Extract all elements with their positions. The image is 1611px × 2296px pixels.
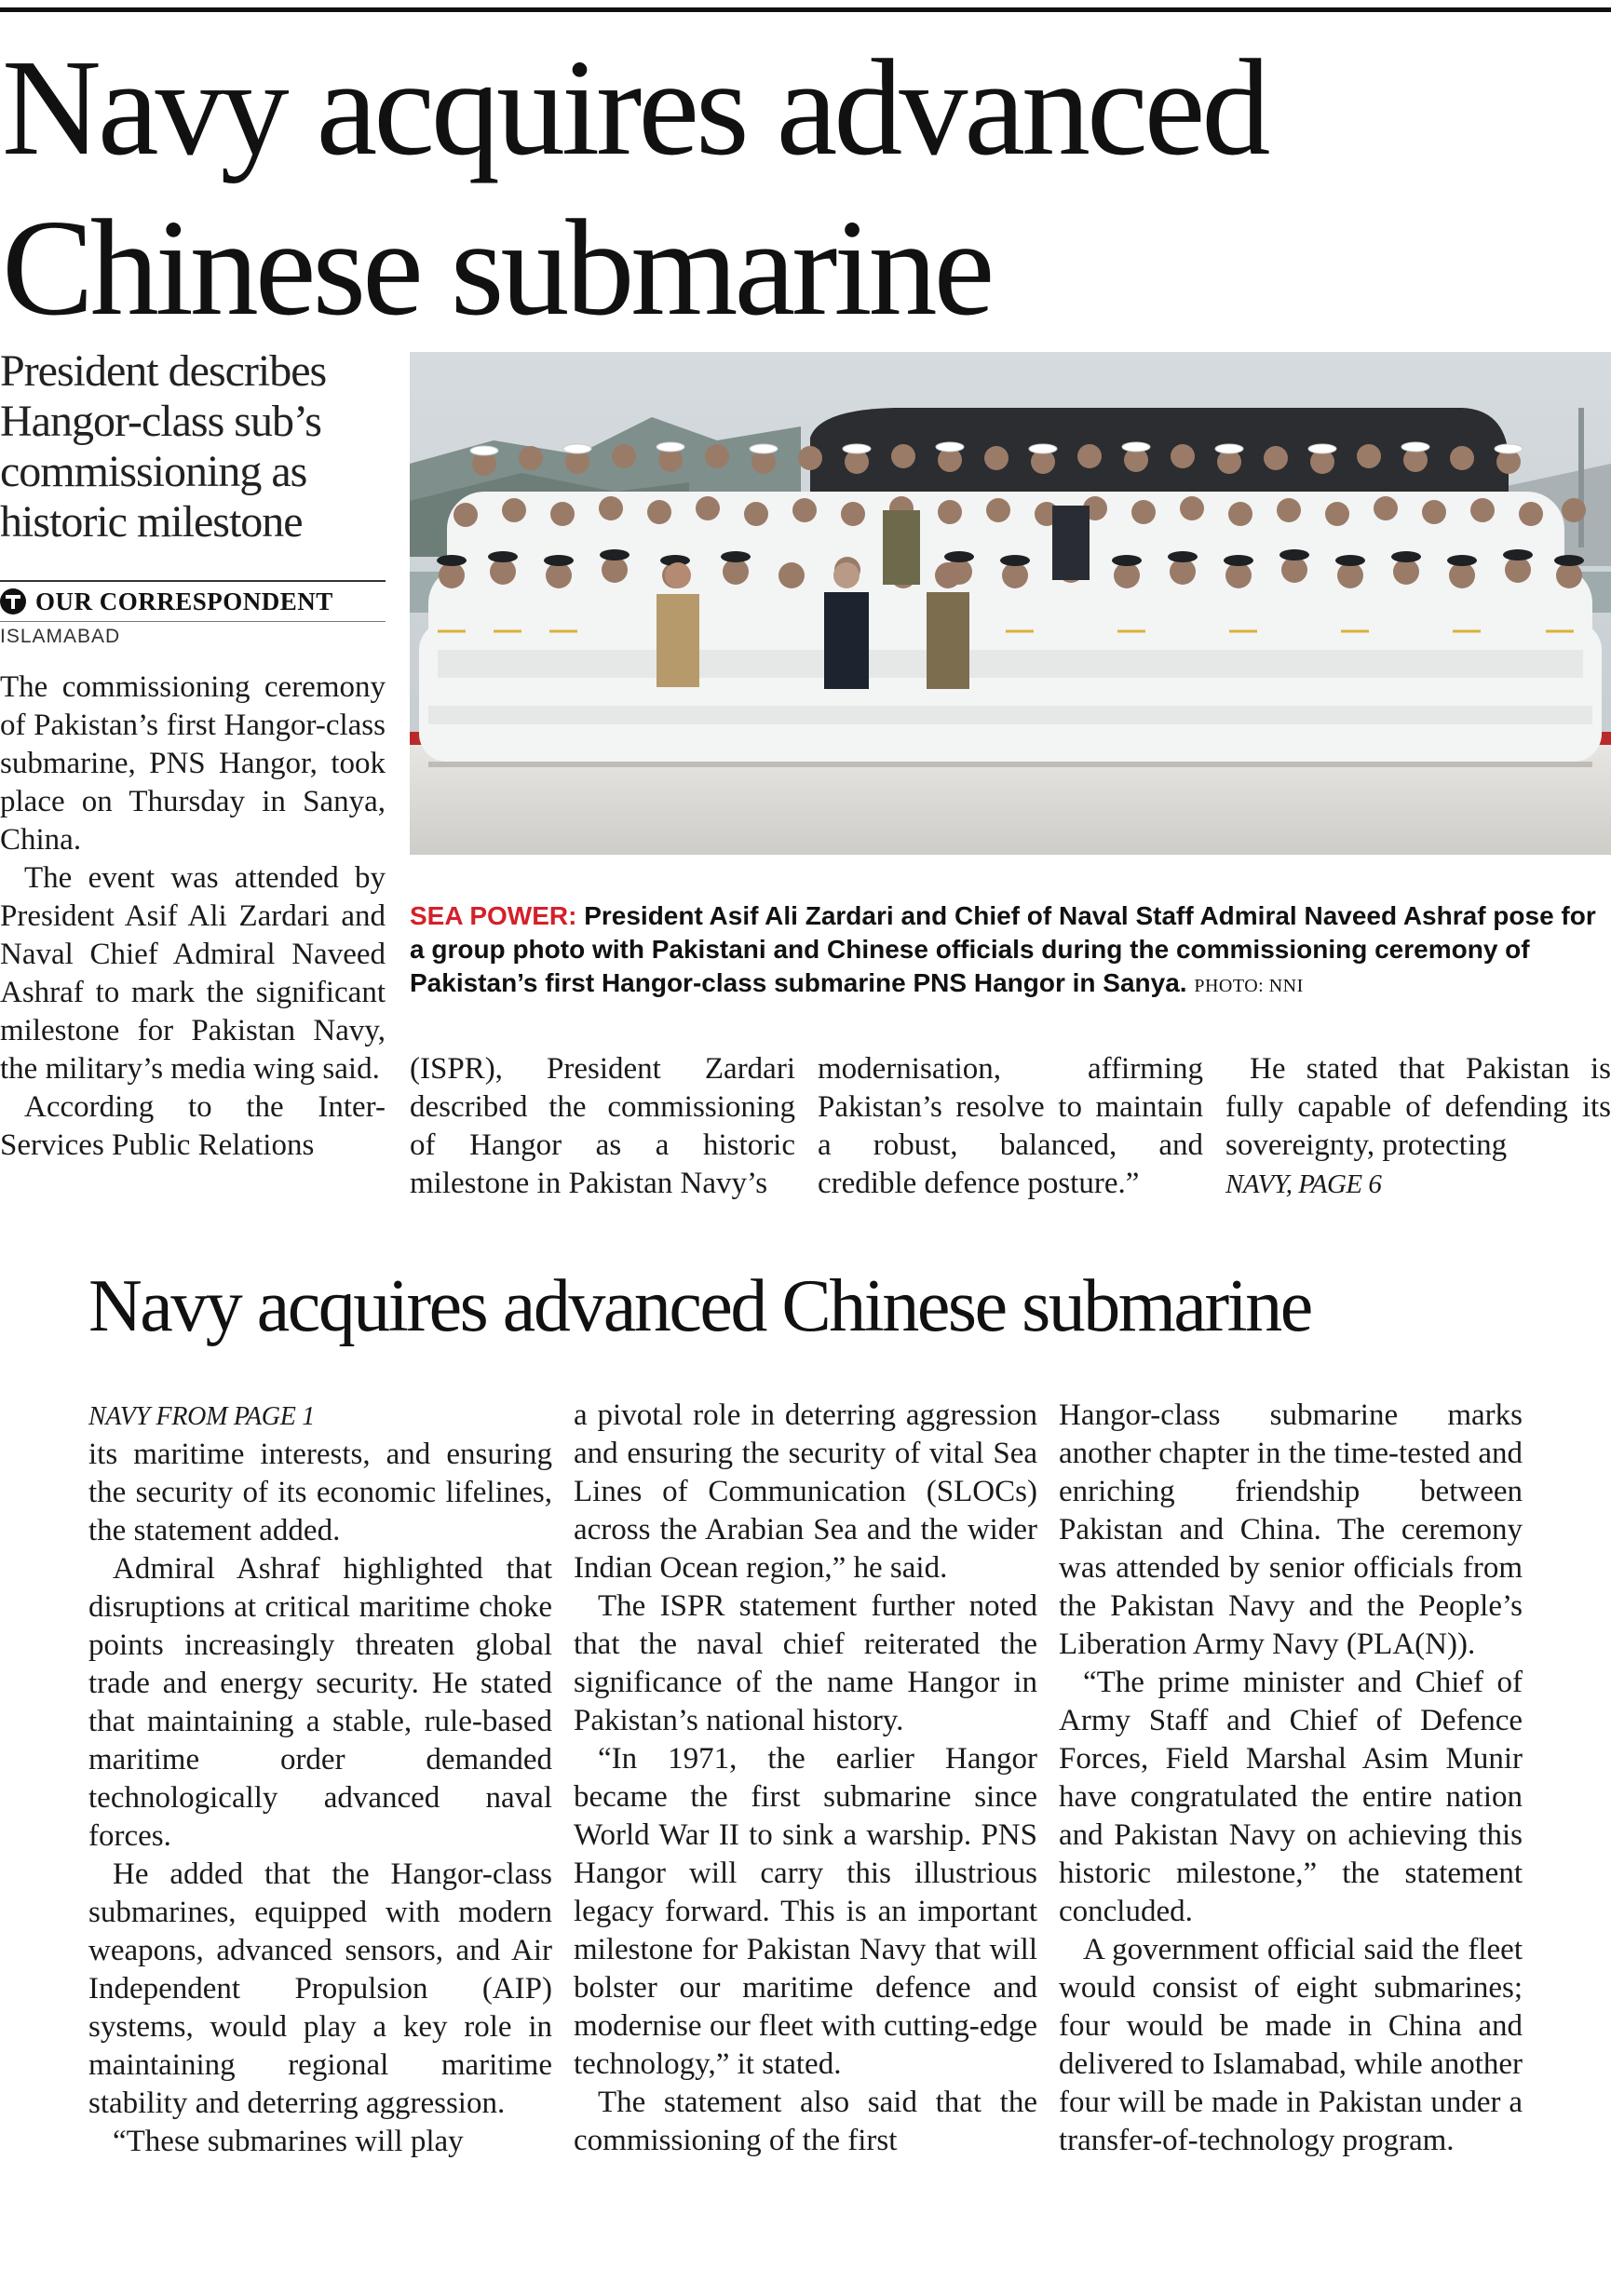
group-photo-illustration [410, 352, 1611, 855]
paragraph: The commissioning ceremony of Pakistan’s first Hangor-class submarine, PNS Hangor, took place on Thursday in Sanya, China. [0, 670, 386, 857]
jump-page-headline: Navy acquires advanced Chinese submarine [88, 1265, 1311, 1347]
byline-rule-bottom [0, 621, 386, 622]
top-rule [0, 7, 1611, 12]
front-column-4 [1225, 1050, 1611, 1204]
photo-credit: PHOTO: NNI [1194, 976, 1304, 996]
from-line [88, 1397, 552, 1436]
front-column-2 [410, 1050, 795, 1203]
front-column-3 [818, 1050, 1203, 1203]
paragraph: According to the Inter-Services Public Relations [0, 1090, 386, 1162]
byline-text: OUR CORRESPONDENT [35, 587, 333, 615]
paragraph: The statement also said that the commissioning of the first [574, 2086, 1037, 2157]
paragraph: its maritime interests, and ensuring the security of its economic lifelines, the statement added. [88, 1438, 552, 1547]
paragraph: The ISPR statement further noted that the naval chief reiterated the significance of the name Hangor in Pakistan’s national history. [574, 1589, 1037, 1737]
deck: President describes Hangor-class sub’s commissioning as historic milestone [0, 346, 327, 547]
paragraph: “In 1971, the earlier Hangor became the first submarine since World War II to sink a warship. PNS Hangor will carry this illustrious legacy forward. This is an important milestone for Pakistan Navy that will bolster our maritime defence and modernise our fleet with cutting-edge technology,” it stated. [574, 1742, 1037, 2081]
jump-column-1 [88, 1397, 552, 2161]
caption-text: President Asif Ali Zardari and Chief of Naval Staff Admiral Naveed Ashraf pose for a group photo with Pakistani and Chinese officials during the commissioning ceremony of Pakistan’s first Hangor-class submarine PNS Hangor in Sanya. [410, 901, 1596, 997]
tribune-logo-icon [0, 588, 26, 615]
byline [0, 585, 386, 618]
paragraph: modernisation, affirming Pakistan’s resolve to maintain a robust, balanced, and credible defence posture.” [818, 1052, 1203, 1200]
paragraph: Hangor-class submarine marks another chapter in the time-tested and enriching friendship between Pakistan and China. The ceremony was attended by senior officials from the Pakistan Navy and the People’s Liberation Army Navy (PLA(N)). [1059, 1398, 1523, 1661]
jump-column-3 [1059, 1397, 1523, 2160]
paragraph: He added that the Hangor-class submarines, equipped with modern weapons, advanced sensors, and Air Independent Propulsion (AIP) systems, would play a key role in maintaining regional maritime stability and deterring aggression. [88, 1857, 552, 2120]
front-column-1 [0, 669, 386, 1165]
paragraph: (ISPR), President Zardari described the commissioning of Hangor as a historic milestone in Pakistan Navy’s [410, 1052, 795, 1200]
paragraph: The event was attended by President Asif Ali Zardari and Naval Chief Admiral Naveed Ashraf to mark the significant milestone for Pakistan Navy, the military’s media wing said. [0, 861, 386, 1086]
dateline: ISLAMABAD [0, 626, 121, 647]
jump-column-2 [574, 1397, 1037, 2160]
caption-label: SEA POWER: [410, 901, 577, 930]
paragraph: A government official said the fleet would consist of eight submarines; four would be made in China and delivered to Islamabad, while another four will be made in Pakistan under a transfer-of-technology program. [1059, 1933, 1523, 2157]
paragraph: a pivotal role in deterring aggression and ensuring the security of vital Sea Lines of Communication (SLOCs) across the Arabian Sea and the wider Indian Ocean region,” he said. [574, 1398, 1037, 1585]
front-headline: Navy acquires advanced Chinese submarine [2, 32, 1267, 344]
jump-line [1225, 1165, 1611, 1204]
group-photo [410, 352, 1611, 855]
paragraph: “The prime minister and Chief of Army Staff and Chief of Defence Forces, Field Marshal Asim Munir have congratulated the entire nation and Pakistan Navy on achieving this historic milestone,” the statement concluded. [1059, 1666, 1523, 1928]
paragraph: He stated that Pakistan is fully capable of defending its sovereignty, protecting [1225, 1052, 1611, 1162]
photo-caption [410, 899, 1611, 1003]
paragraph: Admiral Ashraf highlighted that disruptions at critical maritime choke points increasingly threaten global trade and energy security. He stated that maintaining a stable, rule-based maritime order demanded technologically advanced naval forces. [88, 1552, 552, 1853]
continued-from-label: NAVY FROM PAGE 1 [88, 1402, 315, 1431]
continued-on-label: NAVY, PAGE 6 [1225, 1169, 1382, 1199]
byline-rule [0, 580, 386, 582]
paragraph: “These submarines will play [113, 2125, 464, 2158]
